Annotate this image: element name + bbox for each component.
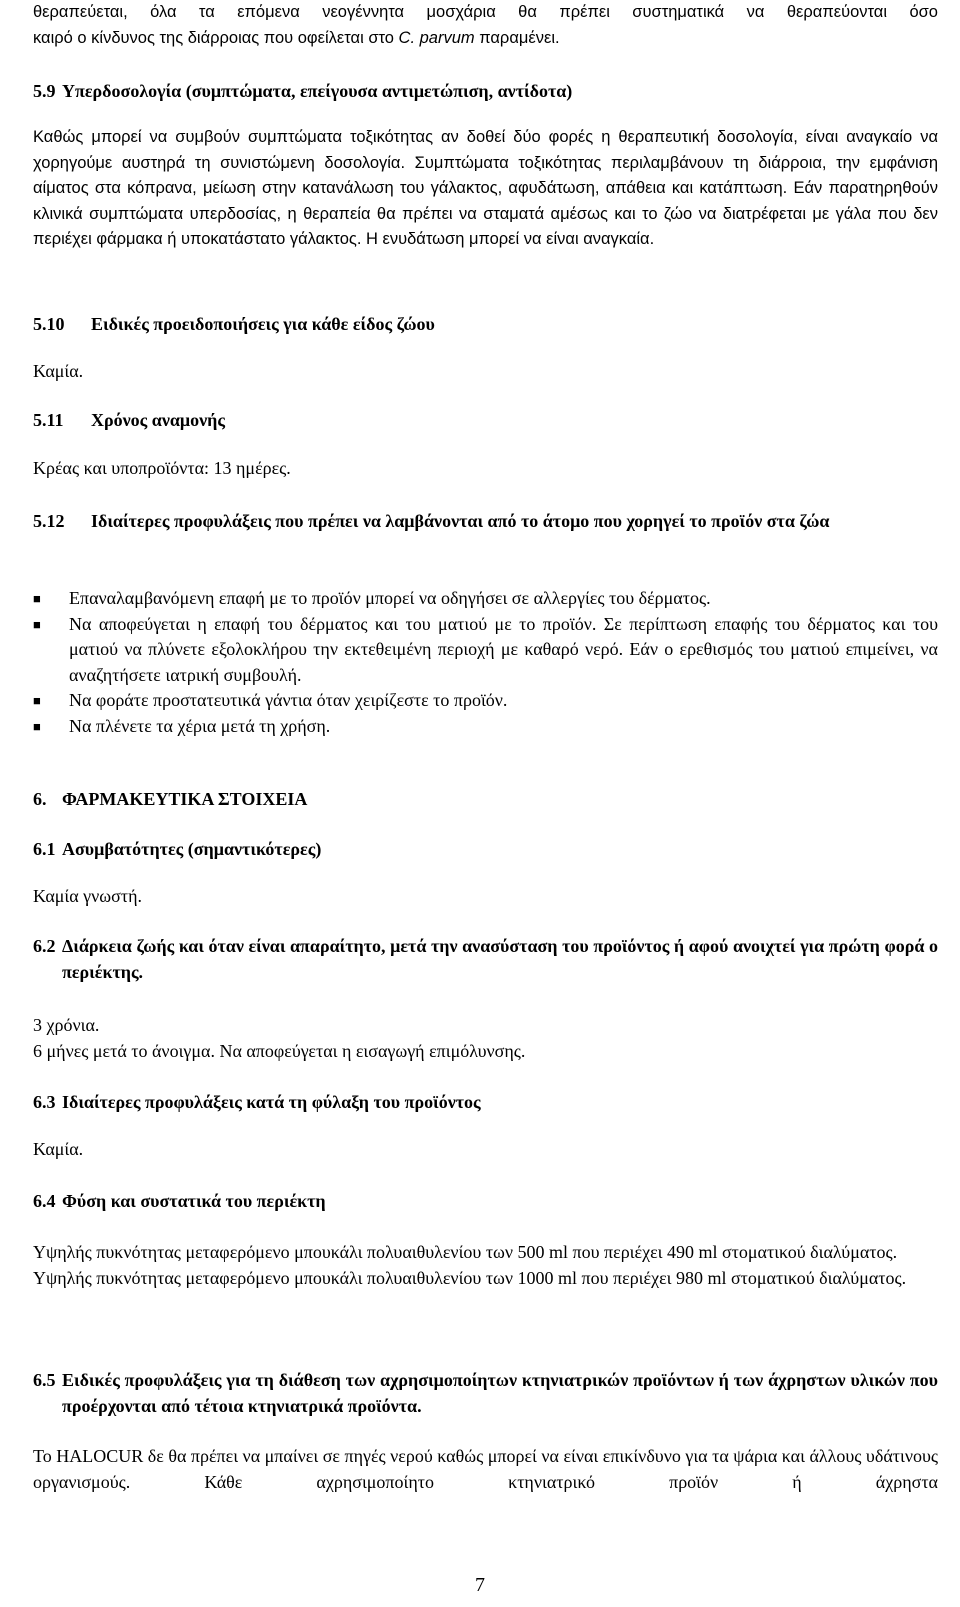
section-5-10-heading (33, 312, 938, 338)
section-5-10-body: Καμία. (33, 361, 84, 381)
list-item-text: Να αποφεύγεται η επαφή του δέρματος και του ματιού με το προϊόν. Σε περίπτωση επαφής του δέρματος και του ματιού να πλύνετε εξολοκλήρου την εκτεθειμένη περιοχή με καθαρό νερό. Εάν ο ερεθισμός του ματιού επιμείνει, να αναζητήσετε ιατρική συμβουλή. (69, 613, 938, 685)
page-number: 7 (475, 1574, 485, 1596)
section-number: 6. (33, 789, 47, 809)
section-number: 6.3 (33, 1092, 56, 1112)
intro-italic-organism: C. parvum (398, 28, 475, 47)
section-title: Ιδιαίτερες προφυλάξεις κατά τη φύλαξη του προϊόντος (62, 1092, 481, 1112)
section-number: 6.5 (33, 1370, 56, 1390)
shelf-life-line: 3 χρόνια. (33, 1015, 100, 1035)
intro-line-2: καιρό ο κίνδυνος της διάρροιας που οφείλεται στο (33, 28, 399, 47)
list-item (33, 688, 938, 714)
shelf-life-after-opening-line: 6 μήνες μετά το άνοιγμα. Να αποφεύγεται η εισαγωγή επιμόλυνσης. (33, 1040, 526, 1061)
bullet-square-icon: ■ (33, 616, 41, 632)
section-6-3-heading (33, 1090, 938, 1116)
precautions-list (33, 586, 938, 739)
section-5-9-body (33, 125, 938, 253)
section-number: 5.11 (33, 410, 64, 430)
list-item-text: Να φοράτε προστατευτικά γάντια όταν χειρίζεστε το προϊόν. (69, 690, 508, 710)
section-title: Χρόνος αναμονής (91, 410, 225, 430)
section-title: Ασυμβατότητες (σημαντικότερες) (62, 839, 322, 859)
section-number: 6.2 (33, 936, 56, 956)
section-5-11-body: Κρέας και υποπροϊόντα: 13 ημέρες. (33, 458, 291, 478)
bullet-square-icon: ■ (33, 693, 41, 708)
overdose-paragraph-part-2: Εάν παρατηρηθούν κλινικά συμπτώματα υπερδοσίας, η θεραπεία θα πρέπει να σταματά αμέσως και το ζώο να διατρέφεται με γάλα που δεν περιέχει φάρμακα ή υποκατάστατο γάλακτος. Η ενυδάτωση μπορεί να είναι αναγκαία. (33, 179, 938, 248)
section-number: 6.4 (33, 1191, 56, 1211)
section-6-heading (33, 787, 938, 813)
section-6-4-body (33, 1240, 938, 1291)
section-6-2-heading (33, 934, 938, 985)
intro-line-1: θεραπεύεται, όλα τα επόμενα νεογέννητα μοσχάρια θα πρέπει συστηματικά να θεραπεύονται όσο (33, 3, 938, 21)
section-6-5-body (33, 1444, 938, 1495)
section-5-12-heading (33, 509, 938, 535)
section-6-2-body (33, 1013, 938, 1064)
section-6-1-heading (33, 837, 938, 863)
list-item (33, 586, 938, 612)
list-item-text: Να πλένετε τα χέρια μετά τη χρήση. (69, 715, 331, 736)
section-6-5-heading (33, 1368, 938, 1419)
section-number: 5.10 (33, 314, 65, 334)
section-title: Ιδιαίτερες προφυλάξεις που πρέπει να λαμβάνονται από το άτομο που χορηγεί το προϊόν στα ζώα (91, 511, 830, 531)
intro-paragraph (33, 0, 938, 51)
list-item (33, 612, 938, 689)
section-title: Ειδικές προφυλάξεις για τη διάθεση των αχρησιμοποίητων κτηνιατρικών προϊόντων ή των άχρηστων υλικών που προέρχονται από τέτοια κτηνιατρικά προϊόντα. (62, 1370, 938, 1416)
list-item-text: Επαναλαμβανόμενη επαφή με το προϊόν μπορεί να οδηγήσει σε αλλεργίες του δέρματος. (69, 588, 711, 608)
intro-tail: παραμένει. (474, 28, 560, 47)
section-title: Φύση και συστατικά του περιέκτη (62, 1191, 326, 1211)
section-number: 6.1 (33, 839, 56, 859)
section-6-1-body: Καμία γνωστή. (33, 886, 142, 906)
section-5-9-heading (33, 79, 938, 105)
section-title: Διάρκεια ζωής και όταν είναι απαραίτητο, μετά την ανασύσταση του προϊόντος ή αφού ανοιχτεί για πρώτη φορά ο περιέκτης. (62, 936, 938, 982)
bullet-square-icon: ■ (33, 718, 41, 734)
container-1000ml-paragraph: Υψηλής πυκνότητας μεταφερόμενο μπουκάλι πολυαιθυλενίου των 1000 ml που περιέχει 980 ml στοματικού διαλύματος. (33, 1267, 907, 1288)
section-title: ΦΑΡΜΑΚΕΥΤΙΚΑ ΣΤΟΙΧΕΙΑ (62, 789, 308, 809)
section-number: 5.12 (33, 511, 65, 531)
overdose-paragraph-part-1: Καθώς μπορεί να συμβούν συμπτώματα τοξικότητας αν δοθεί δύο φορές η θεραπευτική δοσολογία, είναι αναγκαίο να χορηγούμε αυστηρά τη συνιστώμενη δοσολογία. Συμπτώματα τοξικότητας περιλαμβάνουν τη διάρροια, την εμφάνιση αίματος στα κόπρανα, μείωση στην κατανάλωση του γάλακτος, αφυδάτωση, απάθεια και κατάπτωση. (33, 128, 938, 197)
section-number: 5.9 (33, 81, 56, 101)
section-5-11-heading (33, 408, 938, 434)
disposal-paragraph: Το HALOCUR δε θα πρέπει να μπαίνει σε πηγές νερού καθώς μπορεί να είναι επικίνδυνο για τα ψάρια και άλλους υδάτινους οργανισμούς. Κάθε αχρησιμοποίητο κτηνιατρικό προϊόν ή άχρηστα (33, 1446, 938, 1492)
list-item (33, 714, 938, 740)
container-500ml-paragraph: Υψηλής πυκνότητας μεταφερόμενο μπουκάλι πολυαιθυλενίου των 500 ml που περιέχει 490 ml στοματικού διαλύματος. (33, 1242, 898, 1262)
bullet-square-icon: ■ (33, 591, 41, 606)
section-6-3-body: Καμία. (33, 1139, 84, 1159)
section-title: Ειδικές προειδοποιήσεις για κάθε είδος ζώου (91, 314, 435, 334)
section-6-4-heading (33, 1189, 938, 1215)
section-title: Υπερδοσολογία (συμπτώματα, επείγουσα αντιμετώπιση, αντίδοτα) (62, 81, 573, 101)
